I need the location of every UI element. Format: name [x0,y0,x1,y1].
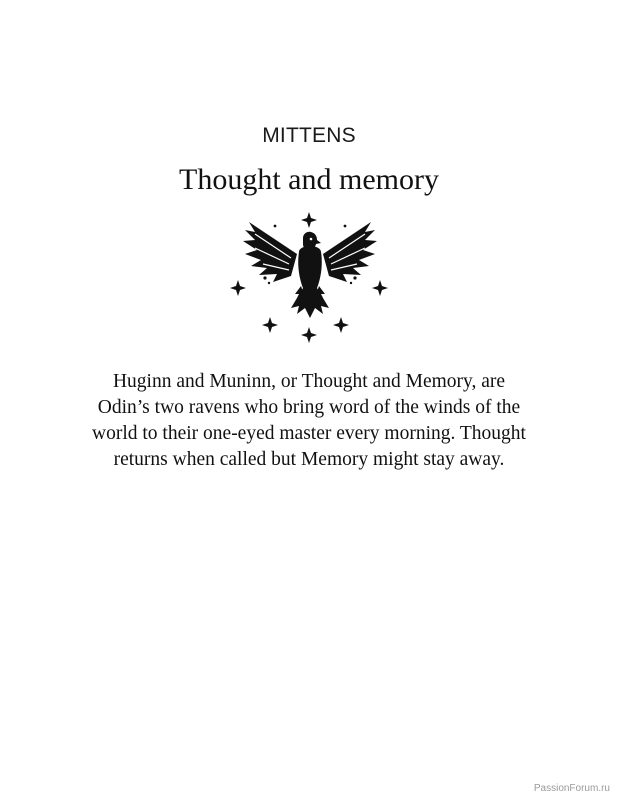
description-line: Odin’s two ravens who bring word of the winds of the [97,397,521,418]
page-title: Thought and memory [179,163,439,196]
description-line: returns when called but Memory might stay away. [113,449,505,470]
description-line: world to their one-eyed master every morning. Thought [92,423,526,444]
section-category: MITTENS [262,124,356,147]
raven-with-stars-icon [225,208,395,348]
description-line: Huginn and Muninn, or Thought and Memory, are [112,371,506,392]
watermark: PassionForum.ru [533,783,610,794]
description-text [60,369,558,473]
